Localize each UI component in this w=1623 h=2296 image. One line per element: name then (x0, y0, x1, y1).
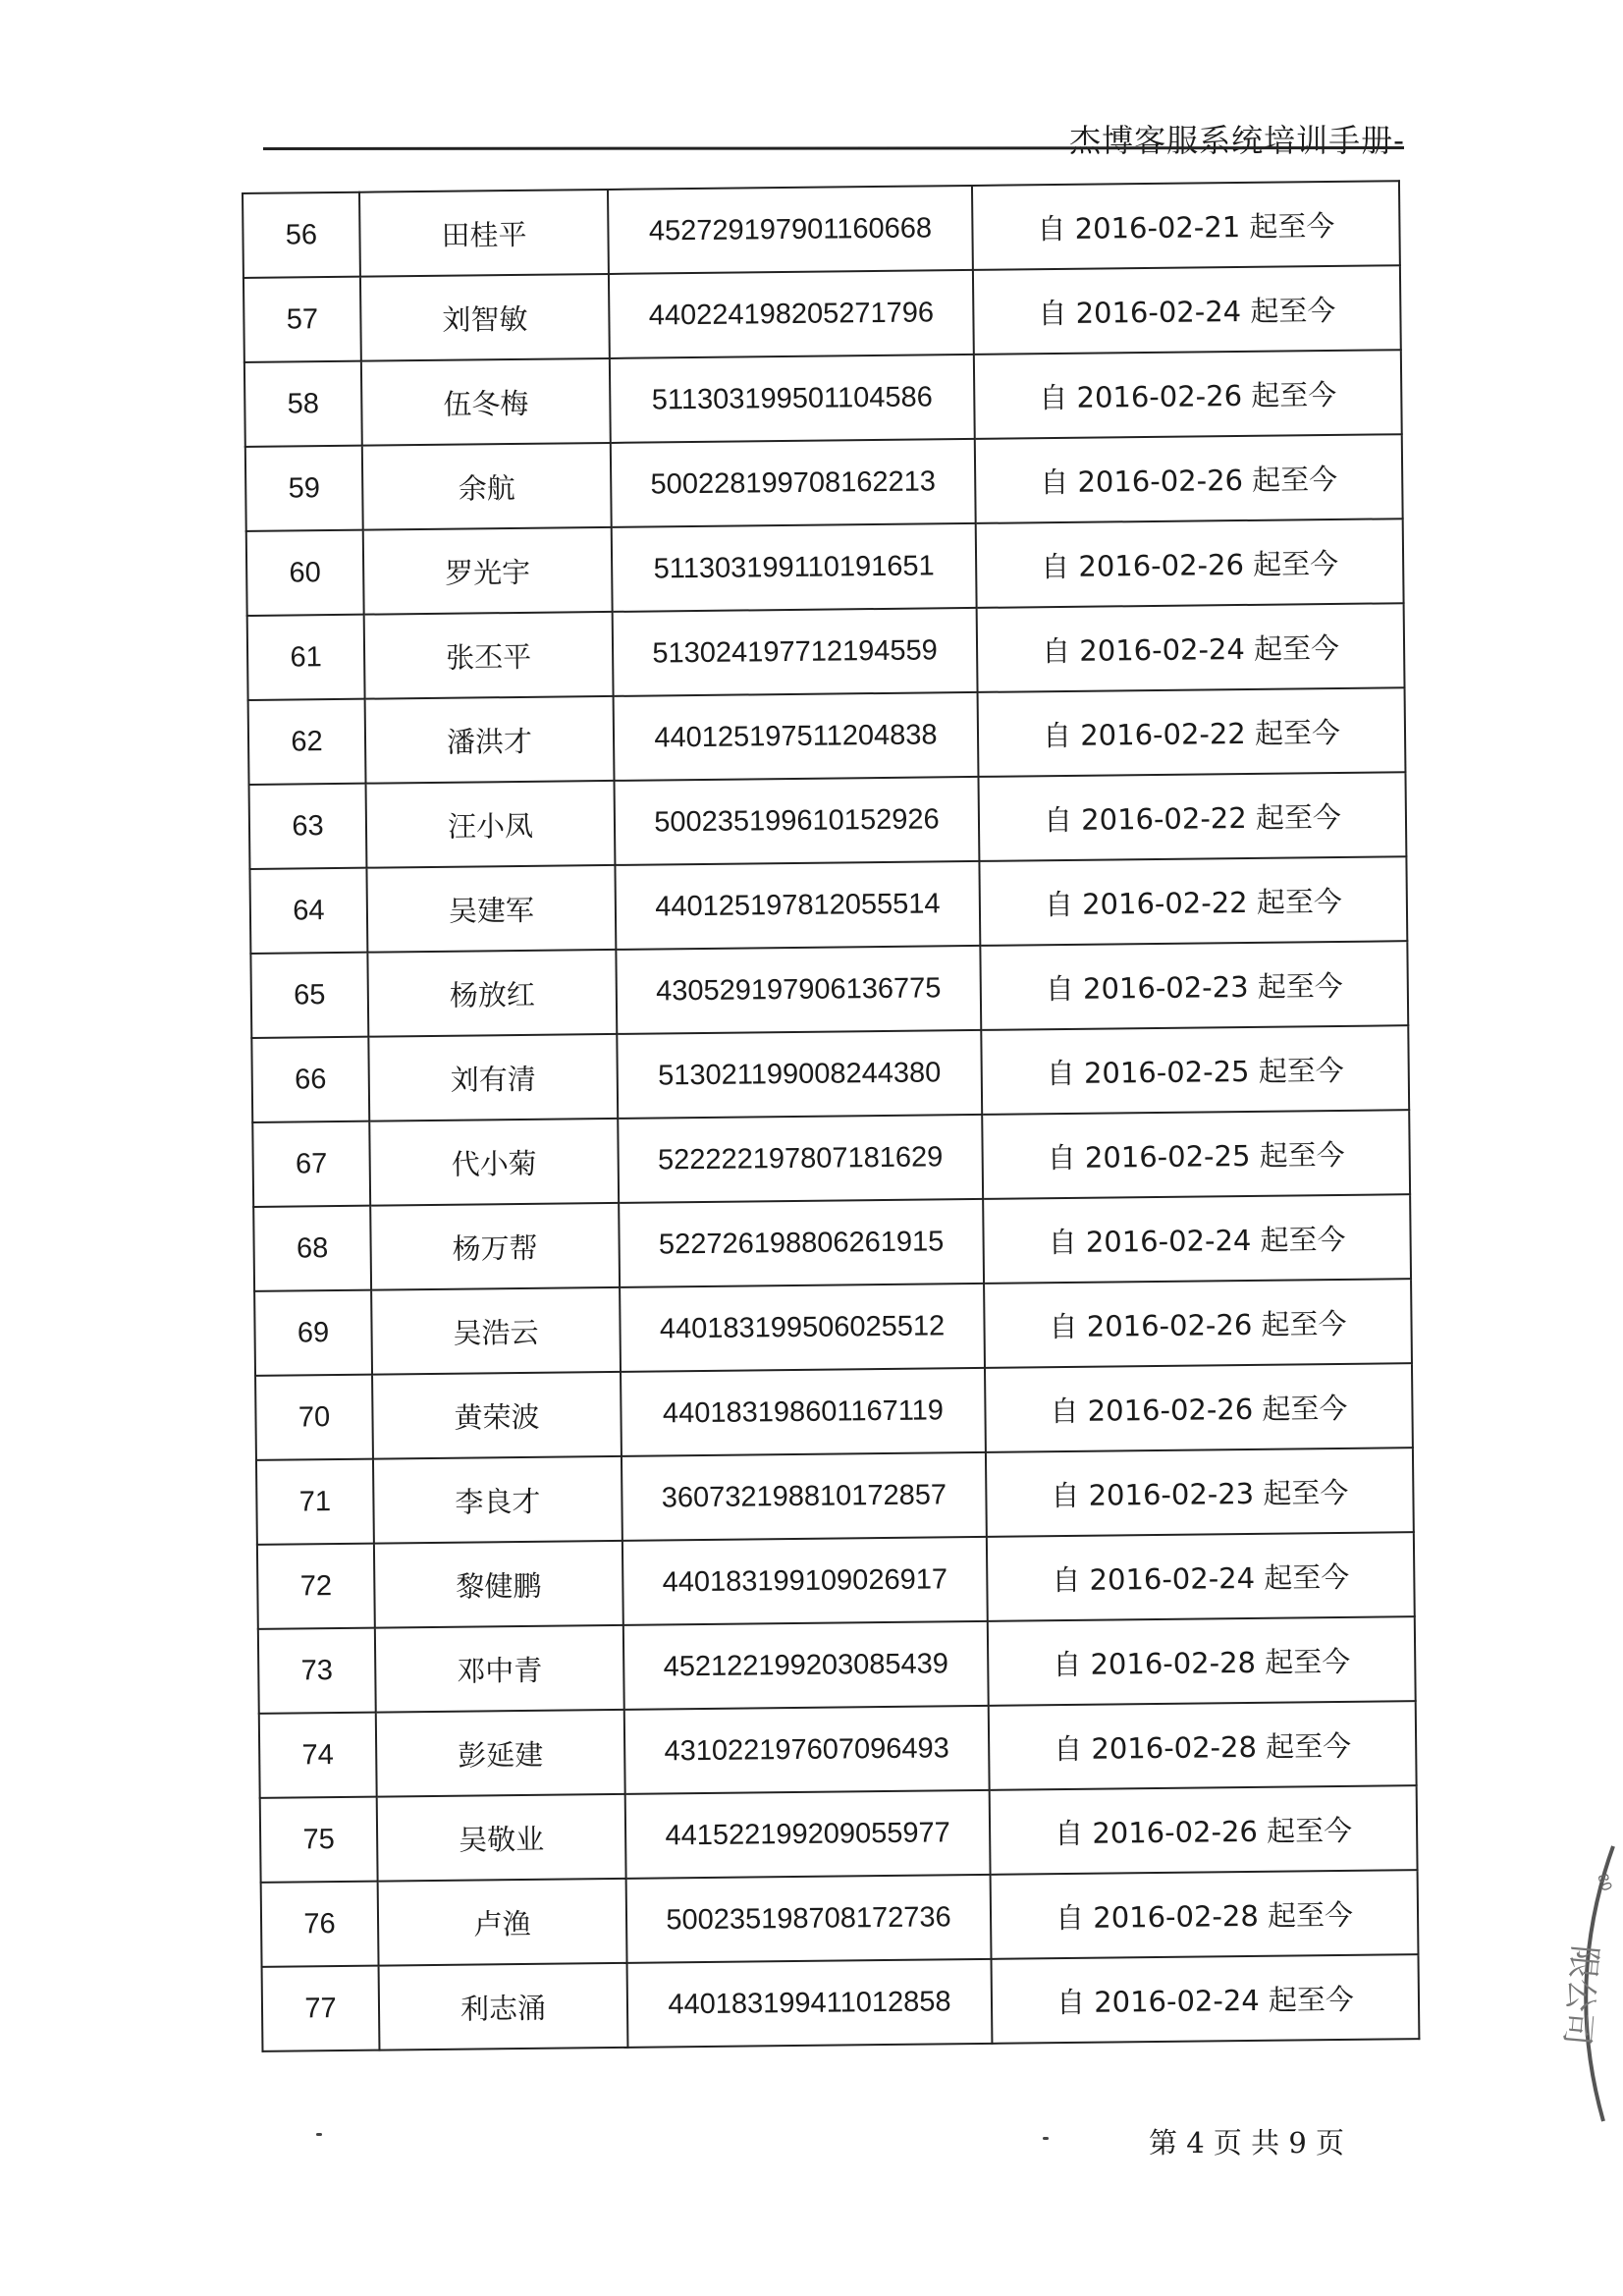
employment-period-cell: 自 2016-02-24 起至今 (973, 265, 1401, 355)
row-number-cell: 67 (252, 1121, 370, 1207)
table-row (257, 1532, 1415, 1629)
employment-period-cell: 自 2016-02-22 起至今 (978, 687, 1406, 777)
row-number-cell: 60 (246, 530, 364, 616)
row-number-cell: 73 (258, 1628, 376, 1714)
id-number-cell: 440183198601167119 (621, 1368, 986, 1456)
id-number-cell: 440183199506025512 (620, 1284, 985, 1372)
table-row (262, 1954, 1420, 2051)
id-number-cell: 440125197511204838 (614, 692, 979, 781)
row-number-cell: 70 (255, 1375, 373, 1460)
employment-period-cell: 自 2016-02-28 起至今 (989, 1701, 1417, 1790)
employee-name-cell: 余航 (362, 443, 612, 530)
id-number-cell: 430529197906136775 (616, 946, 981, 1034)
id-number-cell: 511303199501104586 (610, 355, 975, 443)
scan-speck (316, 2133, 322, 2136)
table-row (243, 265, 1401, 362)
employee-name-cell: 刘智敏 (360, 274, 610, 361)
employment-period-cell: 自 2016-02-22 起至今 (979, 856, 1407, 946)
row-number-cell: 66 (251, 1037, 369, 1122)
row-number-cell: 74 (259, 1713, 377, 1798)
table-row (243, 181, 1400, 278)
employment-period-cell: 自 2016-02-28 起至今 (988, 1616, 1416, 1706)
employee-name-cell: 邓中青 (375, 1625, 624, 1713)
table-row (246, 519, 1404, 616)
id-number-cell: 440183199109026917 (622, 1537, 988, 1625)
table-row (258, 1616, 1416, 1714)
row-number-cell: 71 (256, 1459, 374, 1545)
staff-table (242, 180, 1420, 2052)
employee-name-cell: 罗光宇 (363, 527, 613, 615)
row-number-cell: 77 (262, 1966, 380, 2051)
employee-name-cell: 吴浩云 (371, 1287, 621, 1375)
row-number-cell: 75 (260, 1797, 378, 1883)
employee-name-cell: 吴敬业 (377, 1794, 626, 1882)
employment-period-cell: 自 2016-02-25 起至今 (981, 1025, 1409, 1115)
row-number-cell: 62 (248, 699, 366, 785)
id-number-cell: 452729197901160668 (608, 186, 973, 274)
row-number-cell: 63 (249, 784, 367, 869)
row-number-cell: 56 (243, 192, 360, 278)
id-number-cell: 500235198708172736 (626, 1875, 992, 1963)
employee-name-cell: 黎健鹏 (374, 1541, 623, 1628)
row-number-cell: 59 (245, 446, 363, 531)
employment-period-cell: 自 2016-02-24 起至今 (987, 1532, 1415, 1621)
id-number-cell: 513021199008244380 (617, 1030, 982, 1119)
employee-name-cell: 杨万帮 (370, 1203, 620, 1290)
table-row (256, 1448, 1414, 1545)
id-number-cell: 522726198806261915 (619, 1199, 984, 1287)
employment-period-cell: 自 2016-02-21 起至今 (972, 181, 1400, 270)
company-seal-fragment (1554, 1836, 1623, 2131)
employment-period-cell: 自 2016-02-26 起至今 (990, 1785, 1418, 1875)
employee-name-cell: 田桂平 (359, 190, 609, 277)
id-number-cell: 500228199708162213 (611, 439, 976, 527)
row-number-cell: 72 (257, 1544, 375, 1629)
row-number-cell: 64 (249, 868, 367, 954)
id-number-cell: 441522199209055977 (625, 1790, 991, 1879)
employment-period-cell: 自 2016-02-26 起至今 (976, 519, 1404, 608)
employee-name-cell: 李良才 (373, 1456, 622, 1544)
employment-period-cell: 自 2016-02-23 起至今 (980, 941, 1408, 1030)
table-row (248, 687, 1406, 785)
employment-period-cell: 自 2016-02-26 起至今 (974, 350, 1402, 439)
row-number-cell: 69 (254, 1290, 372, 1376)
employee-name-cell: 吴建军 (366, 865, 616, 953)
table-row (249, 856, 1407, 954)
employment-period-cell: 自 2016-02-22 起至今 (978, 772, 1406, 861)
employee-name-cell: 代小菊 (369, 1119, 619, 1206)
employee-name-cell: 彭延建 (376, 1710, 625, 1797)
employment-period-cell: 自 2016-02-26 起至今 (984, 1279, 1412, 1368)
svg-text:限公司: 限公司 (1556, 1943, 1604, 2048)
id-number-cell: 522222197807181629 (618, 1115, 983, 1203)
employment-period-cell: 自 2016-02-24 起至今 (983, 1194, 1411, 1284)
employee-name-cell: 杨放红 (367, 950, 617, 1037)
table-row (254, 1279, 1412, 1376)
table-row (255, 1363, 1413, 1460)
employee-name-cell: 汪小凤 (366, 781, 616, 868)
row-number-cell: 65 (250, 953, 368, 1038)
table-row (249, 772, 1407, 869)
table-row (259, 1701, 1417, 1798)
table-row (261, 1870, 1419, 1967)
row-number-cell: 61 (247, 615, 365, 700)
employee-name-cell: 利志涌 (379, 1963, 628, 2050)
employee-name-cell: 伍冬梅 (361, 358, 611, 446)
id-number-cell: 500235199610152926 (615, 777, 980, 865)
table-row (244, 350, 1402, 447)
staff-table-body (243, 181, 1419, 2051)
table-row (245, 434, 1403, 531)
employment-period-cell: 自 2016-02-23 起至今 (986, 1448, 1414, 1537)
id-number-cell: 431022197607096493 (624, 1706, 990, 1794)
id-number-cell: 511303199110191651 (612, 523, 977, 612)
table-row (250, 941, 1408, 1038)
id-number-cell: 452122199203085439 (623, 1621, 989, 1710)
employment-period-cell: 自 2016-02-24 起至今 (977, 603, 1405, 692)
staff-table-container (242, 180, 1418, 2052)
row-number-cell: 58 (244, 361, 362, 447)
employment-period-cell: 自 2016-02-28 起至今 (991, 1870, 1419, 1959)
id-number-cell: 440224198205271796 (609, 270, 974, 358)
employment-period-cell: 自 2016-02-25 起至今 (982, 1110, 1410, 1199)
table-row (260, 1785, 1418, 1883)
employment-period-cell: 自 2016-02-26 起至今 (975, 434, 1403, 523)
employee-name-cell: 张丕平 (364, 612, 614, 699)
id-number-cell: 440183199411012858 (627, 1959, 993, 2048)
id-number-cell: 360732198810172857 (622, 1452, 987, 1541)
employee-name-cell: 卢渔 (378, 1879, 627, 1966)
page-number: 第 4 页 共 9 页 (1149, 2126, 1344, 2159)
employee-name-cell: 刘有清 (368, 1034, 618, 1121)
table-row (253, 1194, 1411, 1291)
id-number-cell: 440125197812055514 (615, 861, 980, 950)
employment-period-cell: 自 2016-02-24 起至今 (992, 1954, 1420, 2044)
table-row (247, 603, 1405, 700)
employment-period-cell: 自 2016-02-26 起至今 (985, 1363, 1413, 1452)
employee-name-cell: 潘洪才 (365, 696, 615, 784)
employee-name-cell: 黄荣波 (372, 1372, 622, 1459)
row-number-cell: 76 (261, 1882, 379, 1967)
row-number-cell: 57 (243, 277, 361, 362)
header-title: 杰博客服系统培训手册- (1069, 122, 1405, 159)
id-number-cell: 513024197712194559 (613, 608, 978, 696)
seal-stamp-image (1554, 1836, 1623, 2131)
svg-text:80: 80 (1594, 1871, 1615, 1894)
table-row (251, 1025, 1409, 1122)
row-number-cell: 68 (253, 1206, 371, 1291)
table-row (252, 1110, 1410, 1207)
scan-speck (1043, 2137, 1049, 2140)
